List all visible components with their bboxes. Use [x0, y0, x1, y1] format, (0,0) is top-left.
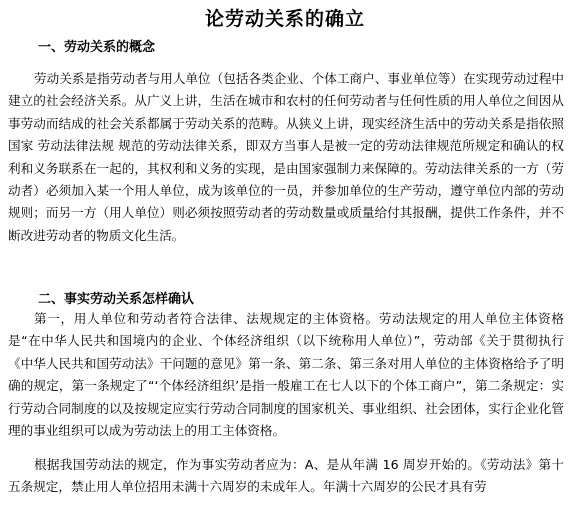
section-heading-2: 二、事实劳动关系怎样确认 [38, 292, 195, 307]
paragraph: 第一，用人单位和劳动者符合法律、法规规定的主体资格。劳动法规定的用人单位主体资格是“在中华人民共和国境内的企业、个体经济组织（以下统称用人单位）”，劳动部《关于贯彻执行《中华人民共和国劳动法》干问题的意见》第一条、第二条、第三条对用人单位的主体资格给予了明确的规定，第一条规定了“‘个体经济组织’是指一般雇工在七人以下的个体工商户”，第二条规定：实行劳动合同制度的以及按规定应实行劳动合同制度的国家机关、事业组织、社会团体，实行企业化管理的事业组织可以成为劳动法上的用工主体资格。 [8, 311, 564, 439]
document-title: 论劳动关系的确立 [204, 8, 365, 30]
section-heading-1: 一、劳动关系的概念 [38, 40, 156, 55]
paragraph: 劳动关系是指劳动者与用人单位（包括各类企业、个体工商户、事业单位等）在实现劳动过程中建立的社会经济关系。从广义上讲，生活在城市和农村的任何劳动者与任何性质的用人单位之间因从事劳动而结成的社会关系都属于劳动关系的范畴。从狭义上讲，现实经济生活中的劳动关系是指依照国家 劳动法律法规 规范的劳动法律关系，即双方当事人是被一定的劳动法律规范所规定和确认的权利和义务联系在一起的，其权利和义务的实现，是由国家强制力来保障的。劳动法律关系的一方（劳动者）必须加入某一个用人单位，成为该单位的一员，并参加单位的生产劳动，遵守单位内部的劳动规则；而另一方（用人单位）则必须按照劳动者的劳动数量或质量给付其报酬，提供工作条件，并不断改进劳动者的物质文化生活。 [8, 71, 564, 243]
paragraph: 根据我国劳动法的规定，作为事实劳动者应为：A、是从年满 16 周岁开始的。《劳动法》第十五条规定，禁止用人单位招用未满十六周岁的未成年人。年满十六周岁的公民才具有劳 [8, 457, 564, 495]
